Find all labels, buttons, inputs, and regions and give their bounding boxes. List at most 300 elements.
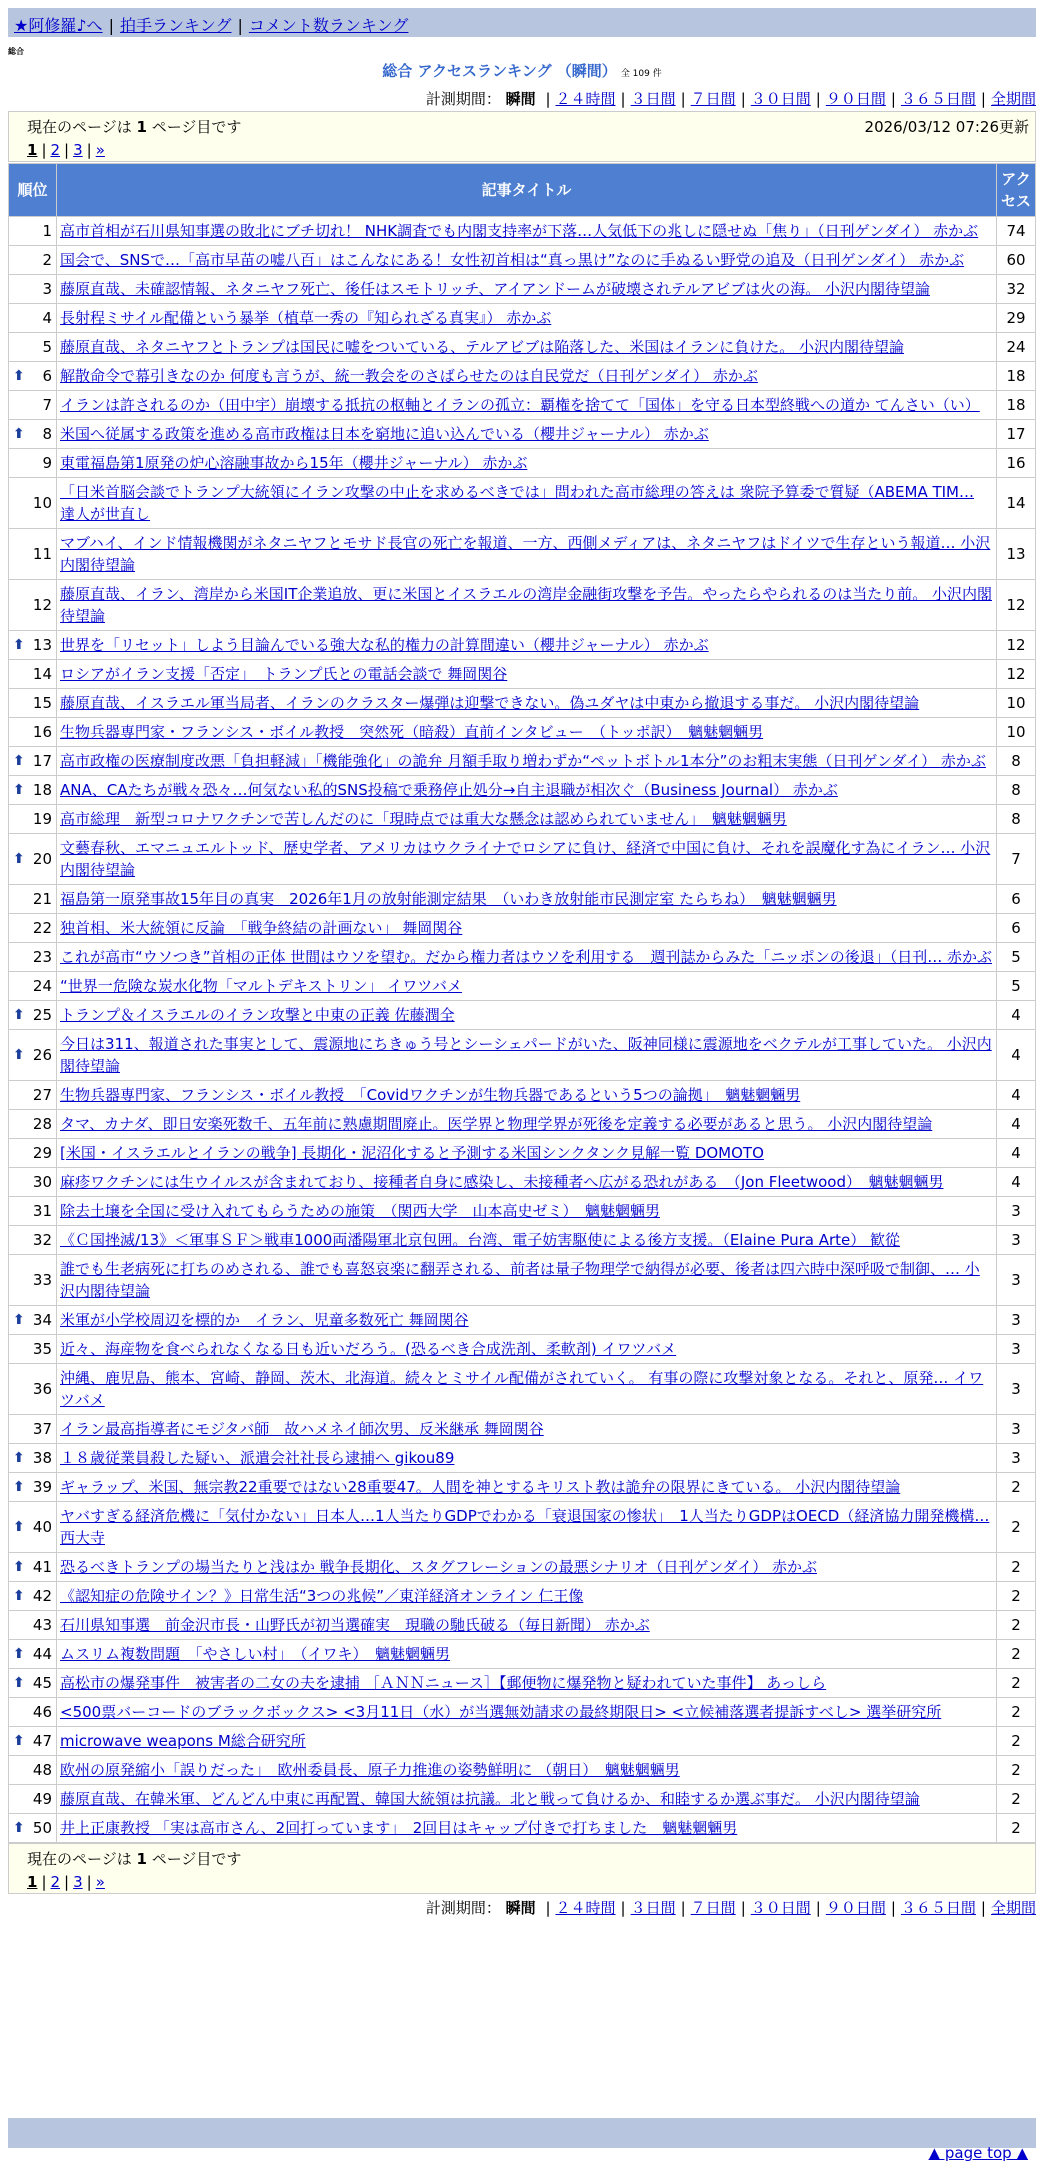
applause-ranking-link[interactable]: 拍手ランキング bbox=[119, 16, 232, 35]
article-link[interactable]: ロシアがイラン支援「否定」 トランプ氏との電話会談で 舞岡関谷 bbox=[60, 665, 508, 683]
article-link[interactable]: 藤原直哉、未確認情報、ネタニヤフ死亡、後任はスモトリッチ、アイアンドームが破壊されテルアビブは火の海。 小沢内閣待望論 bbox=[60, 280, 930, 298]
rank-number: 9 bbox=[42, 454, 52, 472]
pagination-current: 1 bbox=[27, 141, 38, 159]
table-row bbox=[9, 304, 1035, 332]
rank-cell bbox=[9, 275, 56, 303]
table-row bbox=[9, 1814, 1035, 1842]
up-arrow-icon: ⬆ bbox=[13, 1646, 25, 1662]
up-arrow-icon: ⬆ bbox=[13, 368, 25, 384]
up-arrow-icon: ⬆ bbox=[13, 782, 25, 798]
rank-cell bbox=[9, 1473, 56, 1501]
article-link[interactable]: 恐るべきトランプの場当たりと浅はか 戦争長期化、スタグフレーションの最悪シナリオ（日刊ゲンダイ） 赤かぶ bbox=[60, 1558, 817, 1576]
article-link[interactable]: 福島第一原発事故15年目の真実 2026年1月の放射能測定結果 （いわき放射能市民測定室 たらちね） 魑魅魍魎男 bbox=[60, 890, 837, 908]
period-current: 瞬間 bbox=[505, 90, 536, 108]
title-cell bbox=[57, 1168, 996, 1196]
pagination-link-1[interactable]: 3 bbox=[73, 1873, 83, 1891]
period-separator: | bbox=[815, 1899, 821, 1917]
up-arrow-icon: ⬆ bbox=[13, 1519, 25, 1535]
title-cell bbox=[57, 362, 996, 390]
access-count: 8 bbox=[997, 776, 1035, 804]
access-count: 8 bbox=[997, 747, 1035, 775]
table-row bbox=[9, 391, 1035, 419]
page-status bbox=[27, 1848, 1035, 1869]
home-link[interactable]: ★阿修羅♪へ bbox=[14, 16, 103, 35]
up-arrow-icon: ⬆ bbox=[13, 1588, 25, 1604]
up-arrow-icon: ⬆ bbox=[13, 1559, 25, 1575]
access-count: 3 bbox=[997, 1444, 1035, 1472]
table-row bbox=[9, 1168, 1035, 1196]
rank-number: 29 bbox=[32, 1144, 52, 1162]
table-row bbox=[9, 1582, 1035, 1610]
rank-number: 34 bbox=[32, 1311, 52, 1329]
rank-cell bbox=[9, 478, 56, 528]
rank-number: 14 bbox=[32, 665, 52, 683]
page-title bbox=[0, 60, 1044, 81]
article-link[interactable]: ヤバすぎる経済危機に「気付かない」日本人…1人当たりGDPでわかる「衰退国家の惨状」 1人当たりGDPはOECD（経済協力開発機構… 西大寺 bbox=[60, 1507, 990, 1547]
rank-cell bbox=[9, 1335, 56, 1363]
title-cell bbox=[57, 1197, 996, 1225]
rank-cell bbox=[9, 1139, 56, 1167]
article-link[interactable]: 「日米首脳会談でトランプ大統領にイラン攻撃の中止を求めるべきでは」問われた高市総理の答えは 衆院予算委で質疑（ABEMA TIM… 達人が世直し bbox=[60, 483, 975, 523]
table-row bbox=[9, 1698, 1035, 1726]
title-cell bbox=[57, 1473, 996, 1501]
pagination-link-2[interactable]: » bbox=[95, 1873, 105, 1891]
table-row bbox=[9, 1110, 1035, 1138]
rank-number: 26 bbox=[32, 1046, 52, 1064]
rank-number: 24 bbox=[32, 977, 52, 995]
rank-cell bbox=[9, 391, 56, 419]
access-count: 13 bbox=[997, 529, 1035, 579]
article-link[interactable]: 欧州の原発縮小「誤りだった」 欧州委員長、原子力推進の姿勢鮮明に （朝日） 魑魅魍魎男 bbox=[60, 1761, 680, 1779]
title-cell bbox=[57, 420, 996, 448]
table-row bbox=[9, 1255, 1035, 1305]
article-link[interactable]: ANA、CAたちが戦々恐々…何気ない私的SNS投稿で乗務停止処分→自主退職が相次ぐ（Business Journal） 赤かぶ bbox=[60, 781, 838, 799]
article-link[interactable]: 長射程ミサイル配備という暴挙（植草一秀の『知られざる真実』） 赤かぶ bbox=[60, 309, 552, 327]
article-link[interactable]: <500票バーコードのブラックボックス> <3月11日（水）が当選無効請求の最終期限日> <立候補落選者提訴すべし> 選挙研究所 bbox=[60, 1703, 942, 1721]
period-link-5[interactable]: ３６５日間 bbox=[900, 90, 976, 108]
rank-number: 47 bbox=[32, 1732, 52, 1750]
page-title-text: 総合 アクセスランキング （瞬間） bbox=[382, 62, 617, 80]
table-header-row bbox=[9, 164, 1035, 216]
article-link[interactable]: 沖縄、鹿児島、熊本、宮崎、静岡、茨木、北海道。続々とミサイル配備がされていく。 有事の際に攻撃対象となる。それと、原発… イワツバメ bbox=[60, 1369, 984, 1409]
title-cell bbox=[57, 1226, 996, 1254]
page-status-num: 1 bbox=[136, 118, 147, 136]
access-count: 17 bbox=[997, 420, 1035, 448]
access-count: 6 bbox=[997, 885, 1035, 913]
page-status-num: 1 bbox=[136, 1850, 147, 1868]
title-cell bbox=[57, 943, 996, 971]
table-row bbox=[9, 660, 1035, 688]
table-row bbox=[9, 914, 1035, 942]
table-row bbox=[9, 217, 1035, 245]
table-row bbox=[9, 689, 1035, 717]
rank-number: 2 bbox=[42, 251, 52, 269]
pagination-separator: | bbox=[41, 1873, 47, 1891]
pagination-link-2[interactable]: » bbox=[95, 141, 105, 159]
article-link[interactable]: これが高市“ウソつき”首相の正体 世間はウソを望む。だから権力者はウソを利用する 週刊誌からみた「ニッポンの後退」（日刊… 赤かぶ bbox=[60, 948, 992, 966]
rank-number: 46 bbox=[32, 1703, 52, 1721]
rank-cell bbox=[9, 1582, 56, 1610]
title-cell bbox=[57, 1335, 996, 1363]
access-count: 3 bbox=[997, 1197, 1035, 1225]
period-link-6[interactable]: 全期間 bbox=[990, 1899, 1036, 1917]
article-link[interactable]: microwave weapons M総合研究所 bbox=[60, 1732, 306, 1750]
rank-number: 33 bbox=[32, 1271, 52, 1289]
table-row bbox=[9, 972, 1035, 1000]
title-cell bbox=[57, 1611, 996, 1639]
period-separator: | bbox=[740, 90, 746, 108]
rank-number: 35 bbox=[32, 1340, 52, 1358]
period-link-2[interactable]: ７日間 bbox=[690, 90, 736, 108]
rank-number: 11 bbox=[32, 545, 52, 563]
pagination-separator: | bbox=[64, 1873, 70, 1891]
period-separator: | bbox=[620, 90, 626, 108]
table-row bbox=[9, 1335, 1035, 1363]
table-row bbox=[9, 943, 1035, 971]
rank-number: 12 bbox=[32, 596, 52, 614]
access-count: 5 bbox=[997, 972, 1035, 1000]
rank-cell bbox=[9, 776, 56, 804]
rank-cell bbox=[9, 1001, 56, 1029]
rank-number: 40 bbox=[32, 1518, 52, 1536]
title-cell bbox=[57, 1415, 996, 1443]
table-row bbox=[9, 1611, 1035, 1639]
up-arrow-icon: ⬆ bbox=[13, 1312, 25, 1328]
access-count: 4 bbox=[997, 1139, 1035, 1167]
title-cell bbox=[57, 1255, 996, 1305]
rank-number: 41 bbox=[32, 1558, 52, 1576]
rank-number: 18 bbox=[32, 781, 52, 799]
article-link[interactable]: イラン最高指導者にモジタバ師 故ハメネイ師次男、反米継承 舞岡関谷 bbox=[60, 1420, 544, 1438]
access-count: 2 bbox=[997, 1698, 1035, 1726]
rank-cell bbox=[9, 1756, 56, 1784]
rank-cell bbox=[9, 1255, 56, 1305]
up-arrow-icon: ⬆ bbox=[13, 1047, 25, 1063]
article-link[interactable]: 藤原直哉、イスラエル軍当局者、イランのクラスター爆弾は迎撃できない。偽ユダヤは中東から撤退する事だ。 小沢内閣待望論 bbox=[60, 694, 920, 712]
article-link[interactable]: タマ、カナダ、即日安楽死数千、五年前に熟慮期間廃止。医学界と物理学界が死後を定義する必要があると思う。 小沢内閣待望論 bbox=[60, 1115, 933, 1133]
rank-cell bbox=[9, 362, 56, 390]
title-cell bbox=[57, 1814, 996, 1842]
period-separator: | bbox=[680, 90, 686, 108]
table-row bbox=[9, 1553, 1035, 1581]
title-cell bbox=[57, 333, 996, 361]
title-cell bbox=[57, 275, 996, 303]
period-link-0[interactable]: ２４時間 bbox=[555, 90, 616, 108]
rank-cell bbox=[9, 304, 56, 332]
access-count: 2 bbox=[997, 1473, 1035, 1501]
pagination-top bbox=[27, 141, 1035, 159]
title-cell bbox=[57, 529, 996, 579]
period-link-4[interactable]: ９０日間 bbox=[825, 90, 886, 108]
rank-cell bbox=[9, 834, 56, 884]
page-top-link[interactable]: ▲ page top ▲ bbox=[928, 2144, 1028, 2162]
rank-cell bbox=[9, 449, 56, 477]
access-count: 6 bbox=[997, 914, 1035, 942]
pagination-link-0[interactable]: 2 bbox=[50, 1873, 61, 1891]
period-separator: | bbox=[740, 1899, 746, 1917]
rank-cell bbox=[9, 1110, 56, 1138]
period-separator: | bbox=[680, 1899, 686, 1917]
article-link[interactable]: 《認知症の危険サイン？》日常生活“3つの兆候”／東洋経済オンライン 仁王像 bbox=[60, 1587, 584, 1605]
title-cell bbox=[57, 1553, 996, 1581]
rank-cell bbox=[9, 246, 56, 274]
title-cell bbox=[57, 580, 996, 630]
period-separator: | bbox=[815, 90, 821, 108]
rank-cell bbox=[9, 1197, 56, 1225]
article-link[interactable]: 近々、海産物を食べられなくなる日も近いだろう。(恐るべき合成洗剤、柔軟剤) イワツバメ bbox=[60, 1340, 677, 1358]
article-link[interactable]: 東電福島第1原発の炉心溶融事故から15年（櫻井ジャーナル） 赤かぶ bbox=[60, 454, 528, 472]
article-link[interactable]: 高市総理 新型コロナワクチンで苦しんだのに「現時点では重大な懸念は認められていません」 魑魅魍魎男 bbox=[60, 810, 787, 828]
table-row bbox=[9, 631, 1035, 659]
title-cell bbox=[57, 449, 996, 477]
access-count: 24 bbox=[997, 333, 1035, 361]
table-row bbox=[9, 1785, 1035, 1813]
article-link[interactable]: 生物兵器専門家、フランシス・ボイル教授 「Covidワクチンが生物兵器であるという5つの論拠」 魑魅魍魎男 bbox=[60, 1086, 801, 1104]
access-count: 2 bbox=[997, 1582, 1035, 1610]
access-count: 7 bbox=[997, 834, 1035, 884]
rank-cell bbox=[9, 1814, 56, 1842]
rank-cell bbox=[9, 972, 56, 1000]
period-link-5[interactable]: ３６５日間 bbox=[900, 1899, 976, 1917]
page-info-top bbox=[8, 111, 1036, 162]
pagination-bottom bbox=[27, 1873, 1035, 1891]
article-link[interactable]: イランは許されるのか（田中宇）崩壊する抵抗の枢軸とイランの孤立：覇権を捨てて「国体」を守る日本型終戦への道か てんさい（い） bbox=[60, 396, 980, 414]
nav-separator: | bbox=[108, 16, 114, 35]
article-link[interactable]: 藤原直哉、ネタニヤフとトランプは国民に嘘をついている、テルアビブは陥落した、米国はイランに負けた。 小沢内閣待望論 bbox=[60, 338, 905, 356]
period-link-1[interactable]: ３日間 bbox=[630, 90, 676, 108]
article-link[interactable]: 世界を「リセット」しよう目論んでいる強大な私的権力の計算間違い（櫻井ジャーナル） 赤かぶ bbox=[60, 636, 709, 654]
up-arrow-icon: ⬆ bbox=[13, 753, 25, 769]
table-row bbox=[9, 275, 1035, 303]
up-arrow-icon: ⬆ bbox=[13, 851, 25, 867]
access-count: 2 bbox=[997, 1756, 1035, 1784]
access-count: 60 bbox=[997, 246, 1035, 274]
rank-cell bbox=[9, 914, 56, 942]
rank-number: 8 bbox=[42, 425, 52, 443]
table-row bbox=[9, 362, 1035, 390]
rank-cell bbox=[9, 1611, 56, 1639]
access-count: 18 bbox=[997, 391, 1035, 419]
rank-number: 48 bbox=[32, 1761, 52, 1779]
article-link[interactable]: トランプ＆イスラエルのイラン攻撃と中東の正義 佐藤潤全 bbox=[60, 1006, 455, 1024]
access-count: 74 bbox=[997, 217, 1035, 245]
rank-cell bbox=[9, 1785, 56, 1813]
rank-cell bbox=[9, 718, 56, 746]
table-row bbox=[9, 1415, 1035, 1443]
table-row bbox=[9, 834, 1035, 884]
rank-number: 44 bbox=[32, 1645, 52, 1663]
article-link[interactable]: マブハイ、インド情報機関がネタニヤフとモサド長官の死亡を報道、一方、西側メディアは、ネタニヤフはドイツで生存という報道… 小沢内閣待望論 bbox=[60, 534, 991, 574]
access-count: 10 bbox=[997, 718, 1035, 746]
page-status-suffix: ページ目です bbox=[151, 118, 242, 136]
access-count: 4 bbox=[997, 1168, 1035, 1196]
period-link-6[interactable]: 全期間 bbox=[990, 90, 1036, 108]
rank-number: 25 bbox=[32, 1006, 52, 1024]
table-row bbox=[9, 1444, 1035, 1472]
table-row bbox=[9, 805, 1035, 833]
access-count: 10 bbox=[997, 689, 1035, 717]
period-link-1[interactable]: ３日間 bbox=[630, 1899, 676, 1917]
title-cell bbox=[57, 660, 996, 688]
article-link[interactable]: １８歳従業員殺した疑い、派遣会社社長ら逮捕へ gikou89 bbox=[60, 1449, 455, 1467]
period-link-0[interactable]: ２４時間 bbox=[555, 1899, 616, 1917]
article-link[interactable]: 米国へ従属する政策を進める高市政権は日本を窮地に追い込んでいる（櫻井ジャーナル） 赤かぶ bbox=[60, 425, 709, 443]
rank-cell bbox=[9, 1698, 56, 1726]
up-arrow-icon: ⬆ bbox=[13, 426, 25, 442]
access-count: 3 bbox=[997, 1415, 1035, 1443]
period-label: 計測期間： bbox=[425, 90, 501, 108]
title-cell bbox=[57, 1640, 996, 1668]
article-link[interactable]: 《Ｃ国挫滅/13》＜軍事ＳＦ＞戦車1000両潘陽軍北京包囲。台湾、電子妨害駆使による後方支援。（Elaine Pura Arte） 歓從 bbox=[60, 1231, 901, 1249]
article-link[interactable]: 藤原直哉、在韓米軍、どんどん中東に再配置、韓国大統領は抗議。北と戦って負けるか、和睦するか選ぶ事だ。 小沢内閣待望論 bbox=[60, 1790, 920, 1808]
rank-number: 30 bbox=[32, 1173, 52, 1191]
rank-number: 15 bbox=[32, 694, 52, 712]
title-cell bbox=[57, 478, 996, 528]
rank-number: 42 bbox=[32, 1587, 52, 1605]
title-cell bbox=[57, 747, 996, 775]
access-count: 2 bbox=[997, 1785, 1035, 1813]
period-separator: | bbox=[620, 1899, 626, 1917]
page-status-prefix: 現在のページは bbox=[27, 1850, 132, 1868]
title-cell bbox=[57, 1785, 996, 1813]
rank-cell bbox=[9, 1553, 56, 1581]
page-status-prefix: 現在のページは bbox=[27, 118, 132, 136]
period-label: 計測期間： bbox=[425, 1899, 501, 1917]
access-count: 4 bbox=[997, 1110, 1035, 1138]
table-row bbox=[9, 1502, 1035, 1552]
access-count: 2 bbox=[997, 1611, 1035, 1639]
header-rank: 順位 bbox=[9, 164, 56, 216]
article-link[interactable]: 生物兵器専門家・フランシス・ボイル教授 突然死（暗殺）直前インタビュー （トッポ訳） 魑魅魍魎男 bbox=[60, 723, 764, 741]
article-link[interactable]: 高松市の爆発事件 被害者の二女の夫を逮捕 ［ＡＮＮニュース］【郵便物に爆発物と疑われていた事件】 あっしら bbox=[60, 1674, 827, 1692]
rank-cell bbox=[9, 885, 56, 913]
rank-cell bbox=[9, 1502, 56, 1552]
access-count: 14 bbox=[997, 478, 1035, 528]
rank-number: 39 bbox=[32, 1478, 52, 1496]
article-link[interactable]: ギャラップ、米国、無宗教22重要ではない28重要47。人間を神とするキリスト教は詭弁の限界にきている。 小沢内閣待望論 bbox=[60, 1478, 901, 1496]
table-row bbox=[9, 776, 1035, 804]
title-cell bbox=[57, 391, 996, 419]
table-row bbox=[9, 420, 1035, 448]
comment-ranking-link[interactable]: コメント数ランキング bbox=[248, 16, 409, 35]
rank-cell bbox=[9, 420, 56, 448]
nav-separator: | bbox=[237, 16, 243, 35]
rank-number: 27 bbox=[32, 1086, 52, 1104]
rank-number: 37 bbox=[32, 1420, 52, 1438]
table-row bbox=[9, 1001, 1035, 1029]
rank-number: 49 bbox=[32, 1790, 52, 1808]
article-link[interactable]: “世界一危険な炭水化物「マルトデキストリン」 イワツバメ bbox=[60, 977, 462, 995]
period-link-3[interactable]: ３０日間 bbox=[750, 1899, 811, 1917]
rank-number: 43 bbox=[32, 1616, 52, 1634]
article-link[interactable]: 米軍が小学校周辺を標的か イラン、児童多数死亡 舞岡関谷 bbox=[60, 1311, 469, 1329]
period-separator: | bbox=[545, 90, 551, 108]
pagination-separator: | bbox=[64, 141, 70, 159]
up-arrow-icon: ⬆ bbox=[13, 637, 25, 653]
rank-cell bbox=[9, 1030, 56, 1080]
article-link[interactable]: 今日は311、報道された事実として、震源地にちきゅう号とシーシェパードがいた、阪神同様に震源地をベクテルが工事していた。 小沢内閣待望論 bbox=[60, 1035, 992, 1075]
table-row bbox=[9, 1756, 1035, 1784]
period-link-3[interactable]: ３０日間 bbox=[750, 90, 811, 108]
article-link[interactable]: 解散命令で幕引きなのか 何度も言うが、統一教会をのさばらせたのは自民党だ（日刊ゲンダイ） 赤かぶ bbox=[60, 367, 758, 385]
rank-number: 21 bbox=[32, 890, 52, 908]
article-link[interactable]: 藤原直哉、イラン、湾岸から米国IT企業追放、更に米国とイスラエルの湾岸金融街攻撃を予告。やったらやられるのは当たり前。 小沢内閣待望論 bbox=[60, 585, 993, 625]
period-link-2[interactable]: ７日間 bbox=[690, 1899, 736, 1917]
up-arrow-icon: ⬆ bbox=[13, 1450, 25, 1466]
access-count: 3 bbox=[997, 1364, 1035, 1414]
article-link[interactable]: [米国・イスラエルとイランの戦争] 長期化・泥沼化すると予測する米国シンクタンク見解一覧 DOMOTO bbox=[60, 1144, 764, 1162]
page-info-bottom bbox=[8, 1843, 1036, 1894]
period-separator: | bbox=[980, 1899, 986, 1917]
article-link[interactable]: 除去土壌を全国に受け入れてもらうための施策 （関西大学 山本高史ゼミ） 魑魅魍魎男 bbox=[60, 1202, 661, 1220]
article-link[interactable]: 高市首相が石川県知事選の敗北にブチ切れ！ NHK調査でも内閣支持率が下落…人気低下の兆しに隠せぬ「焦り」（日刊ゲンダイ） 赤かぶ bbox=[60, 222, 979, 240]
rank-number: 7 bbox=[42, 396, 52, 414]
article-link[interactable]: 高市政権の医療制度改悪「負担軽減」「機能強化」の詭弁 月額手取り増わずか“ペットボトル1本分”のお粗末実態（日刊ゲンダイ） 赤かぶ bbox=[60, 752, 986, 770]
table-row bbox=[9, 1139, 1035, 1167]
rank-cell bbox=[9, 1081, 56, 1109]
title-cell bbox=[57, 1001, 996, 1029]
article-link[interactable]: 独首相、米大統領に反論 「戦争終結の計画ない」 舞岡関谷 bbox=[60, 919, 463, 937]
ranking-table bbox=[8, 163, 1036, 1843]
rank-cell bbox=[9, 1364, 56, 1414]
period-link-4[interactable]: ９０日間 bbox=[825, 1899, 886, 1917]
rank-number: 17 bbox=[32, 752, 52, 770]
rank-cell bbox=[9, 805, 56, 833]
pagination-link-0[interactable]: 2 bbox=[50, 141, 61, 159]
rank-number: 20 bbox=[32, 850, 52, 868]
rank-number: 13 bbox=[32, 636, 52, 654]
access-count: 4 bbox=[997, 1030, 1035, 1080]
article-link[interactable]: 誰でも生老病死に打ちのめされる、誰でも喜怒哀楽に翻弄される、前者は量子物理学で納得が必要、後者は四六時中深呼吸で制御、… 小沢内閣待望論 bbox=[60, 1260, 980, 1300]
title-cell bbox=[57, 1139, 996, 1167]
article-link[interactable]: 石川県知事選 前金沢市長・山野氏が初当選確実 現職の馳氏破る（毎日新聞） 赤かぶ bbox=[60, 1616, 650, 1634]
access-count: 5 bbox=[997, 943, 1035, 971]
access-count: 3 bbox=[997, 1255, 1035, 1305]
article-link[interactable]: 国会で、SNSで…「高市早苗の嘘八百」はこんなにある！女性初首相は“真っ黒け”なのに手ぬるい野党の追及（日刊ゲンダイ） 赤かぶ bbox=[60, 251, 965, 269]
rank-number: 16 bbox=[32, 723, 52, 741]
title-cell bbox=[57, 1698, 996, 1726]
pagination-separator: | bbox=[41, 141, 47, 159]
title-cell bbox=[57, 217, 996, 245]
total-count: 全 109 件 bbox=[620, 69, 662, 79]
rank-cell bbox=[9, 747, 56, 775]
title-cell bbox=[57, 914, 996, 942]
table-row bbox=[9, 1030, 1035, 1080]
rank-cell bbox=[9, 631, 56, 659]
table-row bbox=[9, 580, 1035, 630]
table-row bbox=[9, 529, 1035, 579]
table-row bbox=[9, 449, 1035, 477]
title-cell bbox=[57, 304, 996, 332]
article-link[interactable]: 文藝春秋、エマニュエルトッド、歴史学者、アメリカはウクライナでロシアに負け、経済で中国に負け、それを誤魔化す為にイラン… 小沢内閣待望論 bbox=[60, 839, 991, 879]
title-cell bbox=[57, 631, 996, 659]
rank-cell bbox=[9, 1168, 56, 1196]
title-cell bbox=[57, 834, 996, 884]
access-count: 3 bbox=[997, 1306, 1035, 1334]
access-count: 2 bbox=[997, 1727, 1035, 1755]
article-link[interactable]: ムスリム複数問題 「やさしい村」 （イワキ） 魑魅魍魎男 bbox=[60, 1645, 451, 1663]
rank-cell bbox=[9, 1226, 56, 1254]
rank-number: 23 bbox=[32, 948, 52, 966]
article-link[interactable]: 麻疹ワクチンには生ウイルスが含まれており、接種者自身に感染し、未接種者へ広がる恐れがある （Jon Fleetwood） 魑魅魍魎男 bbox=[60, 1173, 944, 1191]
rank-number: 38 bbox=[32, 1449, 52, 1467]
rank-number: 22 bbox=[32, 919, 52, 937]
access-count: 12 bbox=[997, 660, 1035, 688]
up-arrow-icon: ⬆ bbox=[13, 1007, 25, 1023]
pagination-link-1[interactable]: 3 bbox=[73, 141, 83, 159]
article-link[interactable]: 井上正康教授 「実は高市さん、2回打っています」 2回目はキャップ付きで打ちました 魑魅魍魎男 bbox=[60, 1819, 738, 1837]
access-count: 29 bbox=[997, 304, 1035, 332]
